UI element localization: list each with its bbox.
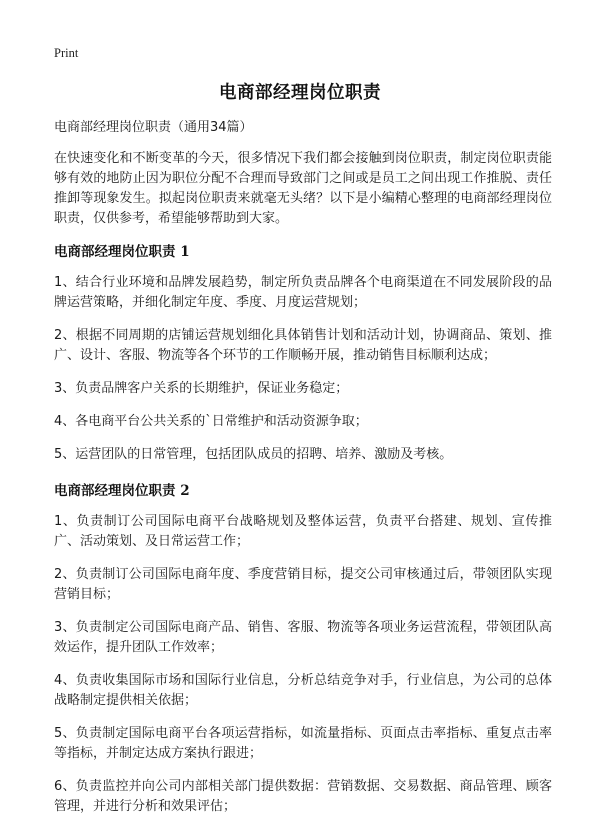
duty-item: 2、根据不同周期的店铺运营规划细化具体销售计划和活动计划，协调商品、策划、推广、设计、客服、物流等各个环节的工作顺畅开展，推动销售目标顺利达成； xyxy=(54,328,552,363)
duty-list xyxy=(54,273,552,465)
document-subtitle: 电商部经理岗位职责（通用34篇） xyxy=(54,120,253,135)
duty-item: 5、运营团队的日常管理，包括团队成员的招聘、培养、激励及考核。 xyxy=(54,447,453,462)
document-title: 电商部经理岗位职责 xyxy=(219,83,381,103)
section-heading: 电商部经理岗位职责 1 xyxy=(54,244,190,260)
duty-list xyxy=(54,512,552,817)
duty-item: 4、负责收集国际市场和国际行业信息，分析总结竞争对手，行业信息，为公司的总体战略制定提供相关依据； xyxy=(54,673,552,708)
document-body xyxy=(54,119,552,830)
section-heading: 电商部经理岗位职责 2 xyxy=(54,483,190,499)
duty-item: 3、负责制定公司国际电商产品、销售、客服、物流等各项业务运营流程，带领团队高效运作，提升团队工作效率； xyxy=(54,620,552,655)
duty-item: 2、负责制订公司国际电商年度、季度营销目标，提交公司审核通过后，带领团队实现营销目标； xyxy=(54,567,552,602)
print-link[interactable]: Print xyxy=(54,46,79,60)
section-2 xyxy=(54,481,552,817)
duty-item: 5、负责制定国际电商平台各项运营指标，如流量指标、页面点击率指标、重复点击率等指标，并制定达成方案执行跟进； xyxy=(54,726,552,761)
duty-item: 1、负责制订公司国际电商平台战略规划及整体运营，负责平台搭建、规划、宣传推广、活动策划、及日常运营工作； xyxy=(54,514,552,549)
duty-item: 6、负责监控并向公司内部相关部门提供数据：营销数据、交易数据、商品管理、顾客管理，并进行分析和效果评估； xyxy=(54,779,552,814)
duty-item: 1、结合行业环境和品牌发展趋势，制定所负责品牌各个电商渠道在不同发展阶段的品牌运营策略，并细化制定年度、季度、月度运营规划； xyxy=(54,275,552,310)
intro-paragraph: 在快速变化和不断变革的今天，很多情况下我们都会接触到岗位职责，制定岗位职责能够有效的地防止因为职位分配不合理而导致部门之间或是员工之间出现工作推脱、责任推卸等现象发生。拟起岗位职责来就毫无头绪？以下是小编精心整理的电商部经理岗位职责，仅供参考，希望能够帮助到大家。 xyxy=(54,151,552,226)
section-1 xyxy=(54,242,552,465)
duty-item: 3、负责品牌客户关系的长期维护，保证业务稳定； xyxy=(54,381,349,396)
duty-item: 4、各电商平台公共关系的`日常维护和活动资源争取； xyxy=(54,414,368,429)
